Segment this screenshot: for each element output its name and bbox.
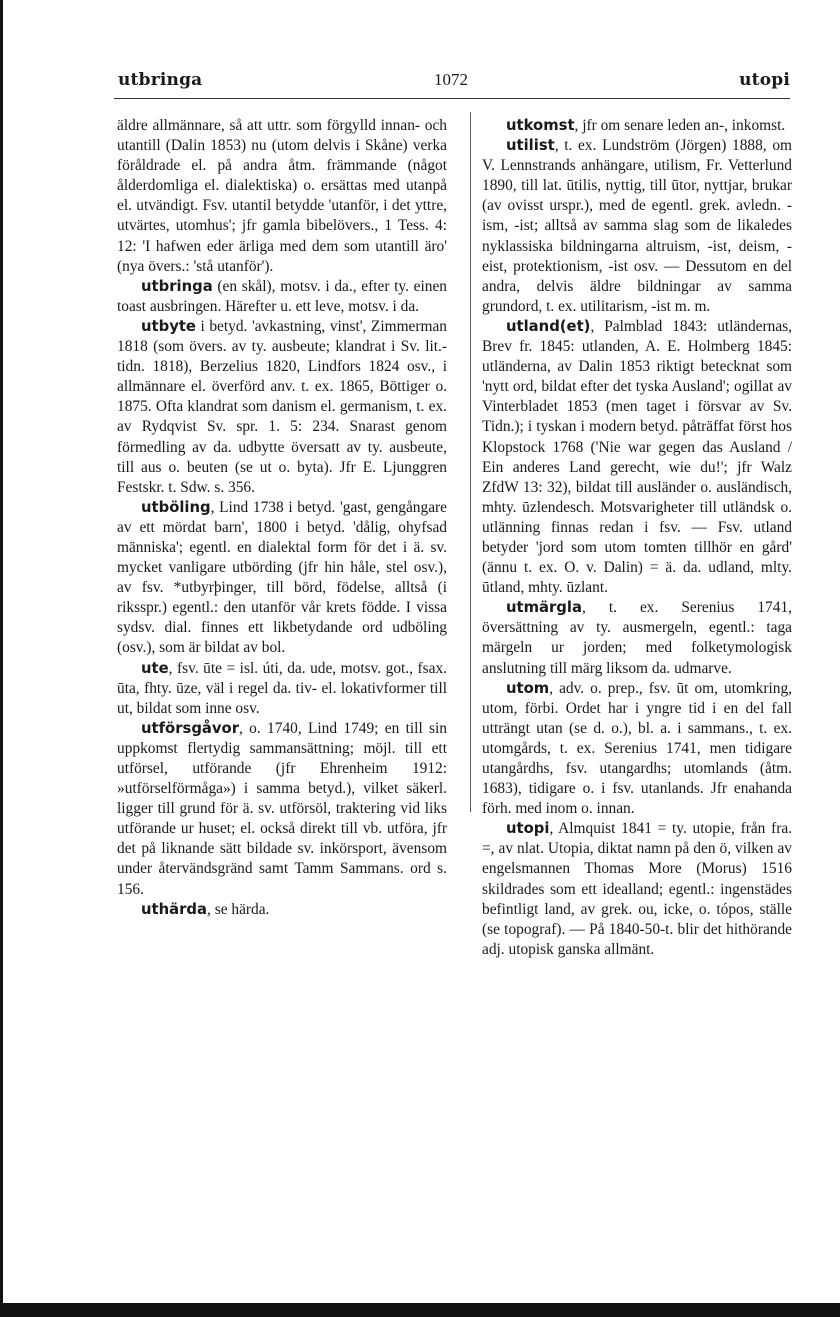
entry-text: äldre allmännare, så att uttr. som förgylld innan- och utantill (Dalin 1853) nu (utom delvis i Skåne) verka föråldrade el. på andra åtm. främmande (något ålderdomliga el. dialektiska) o. ersättas med utanpå el. utvändigt. Fsv. utantil betydde 'utanför, i det yttre, utvärtes, utomhus'; jfr gamla bibelövers., 1 Tess. 4: 12: 'I hafwen eder ärliga med dem som utantill äro' (nya övers.: 'stå utanför'). bbox=[117, 117, 447, 275]
dictionary-entry bbox=[117, 317, 447, 498]
entry-lemma: utmärgla bbox=[506, 599, 582, 617]
entry-text: , se härda. bbox=[207, 900, 270, 918]
entry-lemma: utkomst bbox=[506, 117, 575, 134]
entry-text: , Almquist 1841 = ty. utopie, från fra. =, av nlat. Utopia, diktat namn på den ö, vilken av engelsmannen Thomas More (Morus) 1516 skildrades som ett idealland; egentl.: ingenstädes befintligt land, av grek. ou, icke, o. tópos, ställe (se topograf). — På 1840-50-t. blir det hithörande adj. utopisk ganska allmänt. bbox=[482, 820, 792, 958]
entry-text: , fsv. ūte = isl. úti, da. ude, motsv. got., fsax. ūta, fhty. ūze, väl i regel da. tiv- el. lokativformer till ut, bildat som inne osv. bbox=[117, 659, 447, 717]
running-head-right: utopi bbox=[739, 70, 790, 90]
scan-bottom-edge bbox=[0, 1303, 840, 1317]
entry-text: , Lind 1738 i betyd. 'gast, gengångare av ett mördat barn', 1800 i betyd. 'dålig, ohyfsad människa'; egentl. en dialektal form för det i ä. sv. mycket vanligare utbörding (jfr hin håle, stel osv.), av fsv. *utbyrþinger, till börd, födelse, alltså (i riksspr.) egentl.: den utanför vår krets födde. I vissa sydsv. dial. finnes ett likbetydande ord udböling (osv.), som är bildat av bol. bbox=[117, 498, 447, 657]
entry-lemma: utland(et) bbox=[506, 317, 591, 335]
dictionary-entry bbox=[117, 719, 447, 900]
entry-text: , jfr om senare leden an-, inkomst. bbox=[574, 117, 786, 134]
entry-lemma: ute bbox=[141, 659, 169, 677]
column-divider bbox=[470, 112, 471, 812]
dictionary-entry bbox=[117, 498, 447, 659]
entry-lemma: utilist bbox=[506, 137, 555, 155]
dictionary-entry bbox=[482, 136, 792, 317]
running-head-left: utbringa bbox=[118, 70, 203, 90]
entry-text: , adv. o. prep., fsv. ūt om, utomkring, utom, förbi. Ordet har i yngre tid i en del fall utträngt utan (se d. o.), bl. a. i sammans., t. ex. utomgårds, t. ex. Serenius 1741, men tidigare utangårdhs, fsv. utangardhs; utomlands (åtm. 1683), tidigare o. i fsv. utanlands. Jfr enahanda förh. med inom o. innan. bbox=[482, 679, 792, 818]
header-rule bbox=[114, 98, 790, 99]
dictionary-entry bbox=[482, 317, 792, 598]
entry-text: (en skål), motsv. i da., efter ty. einen toast ausbringen. Härefter u. ett leve, motsv. i da. bbox=[117, 277, 447, 315]
dictionary-entry bbox=[117, 116, 447, 277]
entry-lemma: utförsgåvor bbox=[141, 719, 240, 737]
left-column bbox=[117, 116, 447, 920]
entry-lemma: utbyte bbox=[141, 317, 196, 335]
dictionary-entry bbox=[117, 659, 447, 719]
dictionary-entry bbox=[117, 277, 447, 317]
entry-lemma: utbringa bbox=[141, 277, 213, 295]
entry-text: i betyd. 'avkastning, vinst', Zimmerman 1818 (som övers. av ty. ausbeute; klandrat i Sv. lit.-tidn. 1818), Berzelius 1820, Lindfors 1824 osv., i allmännare el. överförd anv. t. ex. 1865, Böttiger o. 1875. Ofta klandrat som danism el. germanism, t. ex. av Rydqvist Sv. spr. 1. 5: 234. Snarast genom förmedling av da. udbytte översatt av ty. ausbeute, till aus o. beuten (se ut o. byta). Jfr E. Ljunggren Festskr. t. Sdw. s. 356. bbox=[117, 317, 447, 496]
entry-text: , t. ex. Lundström (Jörgen) 1888, om V. Lennstrands anhängare, utilism, Fr. Vetterlund 1890, till lat. ūtilis, nyttig, till ūtor, nyttjar, brukar (av ovisst urspr.), med de egentl. grek. avledn. -ism, -ist; alltså av samma slag som de likaledes nyklassiska bildningarna altruism, -ist, deism, -eist, protektionism, -ist osv. — Dessutom en del andra, delvis äldre bildningar av samma grundord, t. ex. utilitarism, -ist m. m. bbox=[482, 137, 792, 315]
page-header bbox=[114, 70, 790, 98]
entry-lemma: utom bbox=[506, 679, 550, 697]
entry-text: , o. 1740, Lind 1749; en till sin uppkomst flertydig sammansättning; möjl. till ett utförsel, utförande (jfr Ehrenheim 1912: »utförselförmåga») i samma betyd.), vilket säkerl. ligger till grund för ä. sv. utförsöl, traktering vid liks utförande ur huset; el. också direkt till vb. utföra, jfr det på liknande sätt bildade sv. inkörsport, ävensom under återvändsgränd samt Tamm Sammans. ord s. 156. bbox=[117, 719, 447, 898]
entry-lemma: utopi bbox=[506, 820, 550, 838]
entry-text: , t. ex. Serenius 1741, översättning av ty. ausmergeln, egentl.: taga märgeln ur jorden; med folketymologisk anslutning till märg liksom da. udmarve. bbox=[482, 599, 792, 677]
scan-left-edge bbox=[0, 0, 3, 1317]
page-number: 1072 bbox=[434, 70, 468, 89]
dictionary-entry bbox=[482, 679, 792, 820]
dictionary-entry bbox=[117, 900, 447, 920]
dictionary-entry bbox=[482, 598, 792, 678]
entry-lemma: utböling bbox=[141, 498, 211, 516]
dictionary-entry bbox=[482, 116, 792, 136]
dictionary-entry bbox=[482, 819, 792, 960]
entry-lemma: uthärda bbox=[141, 900, 208, 918]
right-column bbox=[482, 116, 792, 960]
entry-text: , Palmblad 1843: utländernas, Brev fr. 1845: utlanden, A. E. Holmberg 1845: utländerna, av Dalin 1853 riktigt betecknat som 'nytt ord, bildat efter det tyska Ausland'; ogillat av Vinterbladet 1853 (men taget i försvar av Sv. Tidn.); i tyskan i modern betyd. påträffat först hos Klopstock 1768 ('Nie war gegen das Ausland / Ein anderes Land gerecht, wie du!'; jfr Walz ZfdW 13: 32), bildat till ausländer o. ausländisch, mhty. ūzlendesch. Motsvarigheter till utländsk o. utlänning finnas redan i fsv. — Fsv. utland betyder 'jord som utom tomten tillhör en gård' (ännu t. ex. O. v. Dalin) = ä. da. udland, mlty. ūtland, mhty. ūzlant. bbox=[482, 317, 792, 597]
